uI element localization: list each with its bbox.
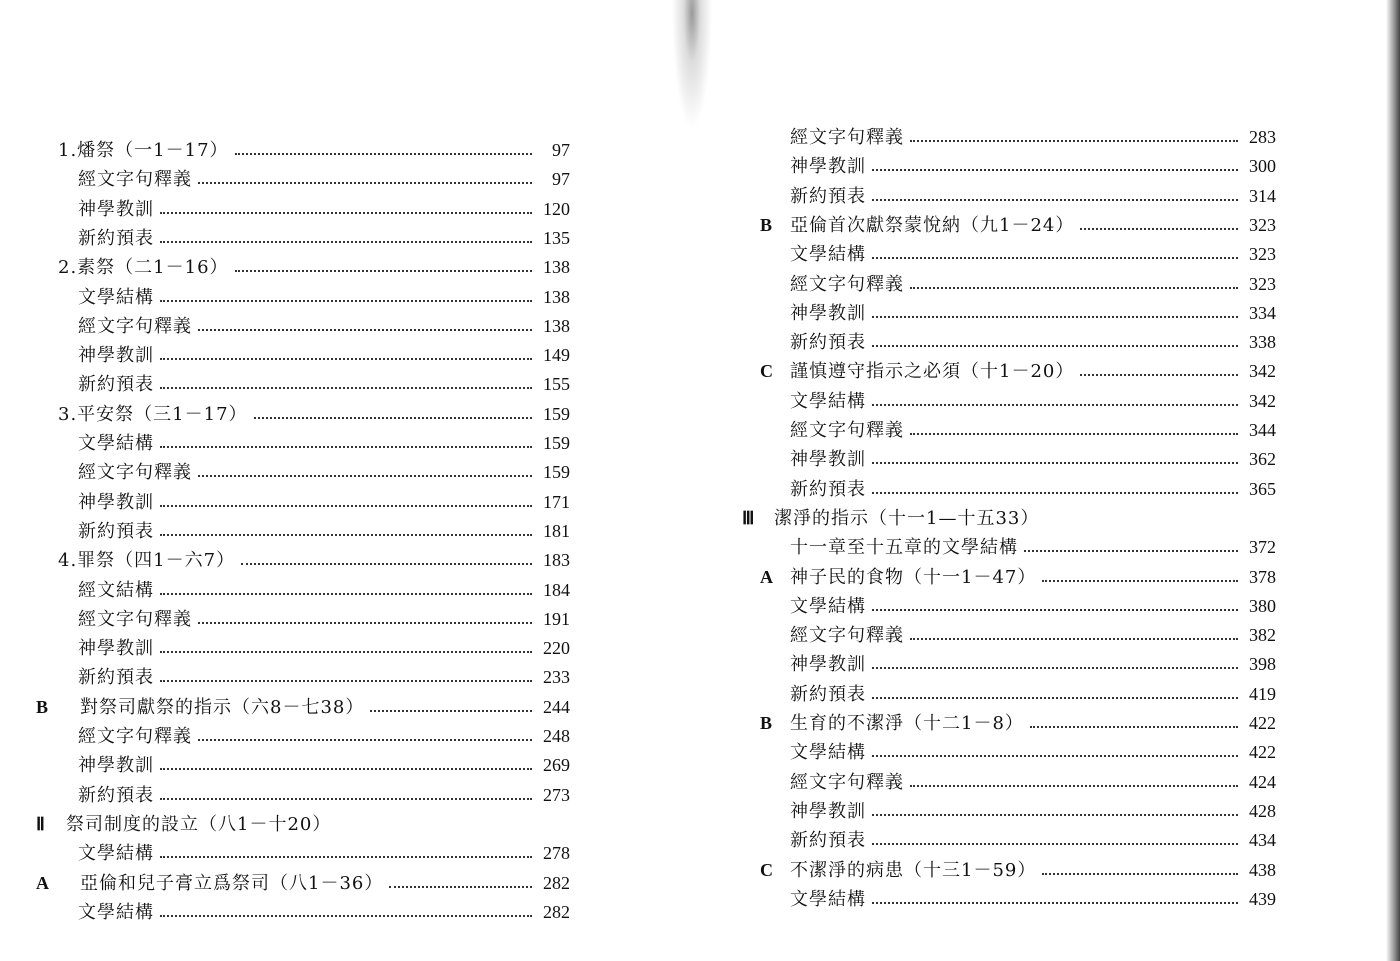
toc-entry[interactable] xyxy=(790,885,1276,914)
page-number: 171 xyxy=(543,492,570,512)
right-page xyxy=(700,0,1400,961)
dot-leader xyxy=(872,667,1238,669)
toc-entry[interactable] xyxy=(790,797,1276,826)
entry-title: 新約預表 xyxy=(78,374,154,395)
dot-leader xyxy=(160,446,532,448)
subsection-letter: B xyxy=(36,697,49,717)
toc-entry[interactable] xyxy=(58,546,570,575)
dot-leader xyxy=(872,404,1238,406)
toc-entry[interactable] xyxy=(80,693,570,722)
page-number: 424 xyxy=(1249,772,1276,792)
page-number: 159 xyxy=(543,404,570,424)
section-numeral: Ⅲ xyxy=(742,508,755,528)
toc-entry[interactable] xyxy=(790,416,1276,445)
dot-leader xyxy=(198,475,532,477)
dot-leader xyxy=(160,505,532,507)
toc-entry[interactable] xyxy=(78,898,570,927)
toc-entry[interactable] xyxy=(78,370,570,399)
page-number: 283 xyxy=(1249,127,1276,147)
entry-title: 亞倫首次獻祭蒙悅納（九1－24） xyxy=(790,215,1075,236)
dot-leader xyxy=(872,169,1238,171)
dot-leader xyxy=(872,316,1238,318)
toc-entry[interactable] xyxy=(790,240,1276,269)
toc-entry[interactable] xyxy=(78,165,570,194)
dot-leader xyxy=(160,680,532,682)
toc-entry[interactable] xyxy=(790,299,1276,328)
entry-title: 新約預表 xyxy=(78,521,154,542)
toc-entry[interactable] xyxy=(78,576,570,605)
page-number: 191 xyxy=(543,609,570,629)
toc-entry[interactable] xyxy=(790,856,1276,885)
section-numeral: Ⅱ xyxy=(36,814,45,834)
page-number: 300 xyxy=(1249,156,1276,176)
page-number: 97 xyxy=(552,140,570,160)
page-number: 282 xyxy=(543,873,570,893)
page-number: 378 xyxy=(1249,567,1276,587)
entry-title: 神學教訓 xyxy=(790,654,866,675)
dot-leader xyxy=(198,182,532,184)
entry-title: 新約預表 xyxy=(78,785,154,806)
toc-entry[interactable] xyxy=(58,400,570,429)
subsection-letter: C xyxy=(760,860,773,880)
toc-entry[interactable] xyxy=(78,312,570,341)
section-heading[interactable] xyxy=(66,810,376,839)
dot-leader xyxy=(198,622,532,624)
page-number: 439 xyxy=(1249,889,1276,909)
page-number: 248 xyxy=(543,726,570,746)
dot-leader xyxy=(910,785,1238,787)
entry-title: 文學結構 xyxy=(790,889,866,910)
toc-entry[interactable] xyxy=(78,488,570,517)
dot-leader xyxy=(1024,550,1238,552)
toc-entry[interactable] xyxy=(790,768,1276,797)
page-number: 138 xyxy=(543,257,570,277)
page-number: 278 xyxy=(543,843,570,863)
entry-title: 經文字句釋義 xyxy=(78,726,192,747)
toc-entry[interactable] xyxy=(78,722,570,751)
page-number: 342 xyxy=(1249,361,1276,381)
page-number: 155 xyxy=(543,374,570,394)
dot-leader xyxy=(872,609,1238,611)
dot-leader xyxy=(160,534,532,536)
toc-entry[interactable] xyxy=(790,445,1276,474)
dot-leader xyxy=(872,199,1238,201)
toc-entry[interactable] xyxy=(78,663,570,692)
entry-title: 新約預表 xyxy=(790,830,866,851)
toc-entry[interactable] xyxy=(790,738,1276,767)
page-number: 382 xyxy=(1249,625,1276,645)
page-number: 269 xyxy=(543,755,570,775)
scan-smudge xyxy=(672,0,712,130)
dot-leader xyxy=(241,563,532,565)
dot-leader xyxy=(872,755,1238,757)
entry-title: 對祭司獻祭的指示（六8－七38） xyxy=(80,697,365,718)
toc-entry[interactable] xyxy=(78,224,570,253)
page-number: 138 xyxy=(543,287,570,307)
page-number: 323 xyxy=(1249,274,1276,294)
page-number: 184 xyxy=(543,580,570,600)
dot-leader xyxy=(910,638,1238,640)
entry-title: 不潔淨的病患（十三1－59） xyxy=(790,860,1037,881)
page-number: 434 xyxy=(1249,830,1276,850)
dot-leader xyxy=(872,257,1238,259)
page-number: 438 xyxy=(1249,860,1276,880)
entry-title: 文學結構 xyxy=(78,433,154,454)
entry-title: 謹慎遵守指示之必須（十1－20） xyxy=(790,361,1075,382)
entry-title: 潔淨的指示（十一1—十五33） xyxy=(774,508,1040,529)
page-number: 220 xyxy=(543,638,570,658)
entry-title: 4.罪祭（四1－六7） xyxy=(58,550,236,571)
dot-leader xyxy=(160,768,532,770)
entry-title: 經文字句釋義 xyxy=(790,274,904,295)
subsection-letter: C xyxy=(760,361,773,381)
entry-title: 文學結構 xyxy=(790,596,866,617)
subsection-letter: A xyxy=(36,873,49,893)
page-number: 422 xyxy=(1249,742,1276,762)
entry-title: 經文結構 xyxy=(78,580,154,601)
dot-leader xyxy=(1030,726,1238,728)
entry-title: 神學教訓 xyxy=(790,303,866,324)
entry-title: 神學教訓 xyxy=(790,449,866,470)
entry-title: 新約預表 xyxy=(78,228,154,249)
dot-leader xyxy=(160,593,532,595)
dot-leader xyxy=(160,300,532,302)
dot-leader xyxy=(910,287,1238,289)
scan-edge-shadow xyxy=(1386,0,1400,961)
page-number: 159 xyxy=(543,433,570,453)
toc-entry[interactable] xyxy=(78,341,570,370)
toc-entry[interactable] xyxy=(78,839,570,868)
entry-title: 新約預表 xyxy=(790,684,866,705)
toc-entry[interactable] xyxy=(790,270,1276,299)
toc-entry[interactable] xyxy=(78,605,570,634)
page-number: 135 xyxy=(543,228,570,248)
dot-leader xyxy=(872,492,1238,494)
entry-title: 祭司制度的設立（八1－十20） xyxy=(66,814,332,835)
dot-leader xyxy=(872,462,1238,464)
page-number: 428 xyxy=(1249,801,1276,821)
entry-title: 經文字句釋義 xyxy=(790,772,904,793)
dot-leader xyxy=(1080,228,1238,230)
toc-entry[interactable] xyxy=(790,680,1276,709)
page-number: 97 xyxy=(552,169,570,189)
page-number: 149 xyxy=(543,345,570,365)
entry-title: 文學結構 xyxy=(78,287,154,308)
entry-title: 經文字句釋義 xyxy=(790,127,904,148)
entry-title: 文學結構 xyxy=(790,244,866,265)
page-number: 323 xyxy=(1249,215,1276,235)
dot-leader xyxy=(910,140,1238,142)
toc-entry[interactable] xyxy=(790,211,1276,240)
subsection-letter: A xyxy=(760,567,773,587)
page-number: 120 xyxy=(543,199,570,219)
page-number: 159 xyxy=(543,462,570,482)
dot-leader xyxy=(872,902,1238,904)
entry-title: 神學教訓 xyxy=(78,345,154,366)
toc-entry[interactable] xyxy=(790,592,1276,621)
toc-entry[interactable] xyxy=(78,634,570,663)
toc-entry[interactable] xyxy=(58,136,570,165)
toc-entry[interactable] xyxy=(790,650,1276,679)
dot-leader xyxy=(198,739,532,741)
entry-title: 神學教訓 xyxy=(78,492,154,513)
page-number: 342 xyxy=(1249,391,1276,411)
entry-title: 經文字句釋義 xyxy=(790,420,904,441)
page-number: 181 xyxy=(543,521,570,541)
page-number: 273 xyxy=(543,785,570,805)
dot-leader xyxy=(160,387,532,389)
dot-leader xyxy=(872,345,1238,347)
toc-entry[interactable] xyxy=(790,152,1276,181)
subsection-letter: B xyxy=(760,713,773,733)
entry-title: 經文字句釋義 xyxy=(78,609,192,630)
entry-title: 新約預表 xyxy=(790,332,866,353)
page-number: 344 xyxy=(1249,420,1276,440)
toc-entry[interactable] xyxy=(790,357,1276,386)
dot-leader xyxy=(235,270,532,272)
dot-leader xyxy=(872,814,1238,816)
page-number: 282 xyxy=(543,902,570,922)
toc-entry[interactable] xyxy=(790,563,1276,592)
entry-title: 新約預表 xyxy=(790,186,866,207)
dot-leader xyxy=(1080,374,1238,376)
entry-title: 新約預表 xyxy=(78,667,154,688)
page-number: 323 xyxy=(1249,244,1276,264)
entry-title: 文學結構 xyxy=(78,902,154,923)
toc-entry[interactable] xyxy=(78,517,570,546)
entry-title: 2.素祭（二1－16） xyxy=(58,257,229,278)
entry-title: 神學教訓 xyxy=(790,156,866,177)
entry-title: 文學結構 xyxy=(790,742,866,763)
page-number: 183 xyxy=(543,550,570,570)
dot-leader xyxy=(370,710,532,712)
entry-title: 新約預表 xyxy=(790,479,866,500)
entry-title: 神學教訓 xyxy=(78,638,154,659)
toc-entry[interactable] xyxy=(78,429,570,458)
dot-leader xyxy=(910,433,1238,435)
entry-title: 經文字句釋義 xyxy=(78,462,192,483)
page-number: 372 xyxy=(1249,537,1276,557)
toc-entry[interactable] xyxy=(78,458,570,487)
toc-entry[interactable] xyxy=(80,869,570,898)
toc-entry[interactable] xyxy=(790,387,1276,416)
dot-leader xyxy=(872,697,1238,699)
toc-entry[interactable] xyxy=(790,826,1276,855)
entry-title: 神子民的食物（十一1－47） xyxy=(790,567,1037,588)
page-number: 419 xyxy=(1249,684,1276,704)
dot-leader xyxy=(160,856,532,858)
page-number: 334 xyxy=(1249,303,1276,323)
toc-entry[interactable] xyxy=(78,195,570,224)
dot-leader xyxy=(160,212,532,214)
dot-leader xyxy=(160,241,532,243)
entry-title: 神學教訓 xyxy=(78,755,154,776)
entry-title: 1.燔祭（一1－17） xyxy=(58,140,229,161)
dot-leader xyxy=(160,798,532,800)
dot-leader xyxy=(160,358,532,360)
dot-leader xyxy=(1042,580,1238,582)
entry-title: 經文字句釋義 xyxy=(78,169,192,190)
dot-leader xyxy=(160,915,532,917)
toc-entry[interactable] xyxy=(790,533,1276,562)
entry-title: 經文字句釋義 xyxy=(78,316,192,337)
dot-leader xyxy=(1042,873,1238,875)
entry-title: 亞倫和兒子膏立爲祭司（八1－36） xyxy=(80,873,384,894)
entry-title: 3.平安祭（三1－17） xyxy=(58,404,248,425)
dot-leader xyxy=(872,843,1238,845)
section-heading[interactable] xyxy=(774,504,1084,533)
dot-leader xyxy=(254,417,532,419)
toc-entry[interactable] xyxy=(790,475,1276,504)
page-number: 398 xyxy=(1249,654,1276,674)
toc-entry[interactable] xyxy=(790,328,1276,357)
entry-title: 生育的不潔淨（十二1－8） xyxy=(790,713,1024,734)
page-number: 380 xyxy=(1249,596,1276,616)
subsection-letter: B xyxy=(760,215,773,235)
entry-title: 十一章至十五章的文學結構 xyxy=(790,537,1018,558)
page-number: 233 xyxy=(543,667,570,687)
toc-entry[interactable] xyxy=(790,621,1276,650)
page-number: 338 xyxy=(1249,332,1276,352)
page-number: 138 xyxy=(543,316,570,336)
dot-leader xyxy=(198,329,532,331)
entry-title: 神學教訓 xyxy=(78,199,154,220)
entry-title: 文學結構 xyxy=(78,843,154,864)
toc-entry[interactable] xyxy=(790,182,1276,211)
dot-leader xyxy=(160,651,532,653)
toc-entry[interactable] xyxy=(78,781,570,810)
page-number: 422 xyxy=(1249,713,1276,733)
toc-entry[interactable] xyxy=(790,123,1276,152)
page-number: 314 xyxy=(1249,186,1276,206)
entry-title: 文學結構 xyxy=(790,391,866,412)
page-number: 244 xyxy=(543,697,570,717)
toc-entry[interactable] xyxy=(790,709,1276,738)
entry-title: 經文字句釋義 xyxy=(790,625,904,646)
toc-entry[interactable] xyxy=(78,751,570,780)
toc-entry[interactable] xyxy=(58,253,570,282)
dot-leader xyxy=(389,886,532,888)
page-number: 362 xyxy=(1249,449,1276,469)
page-number: 365 xyxy=(1249,479,1276,499)
entry-title: 神學教訓 xyxy=(790,801,866,822)
dot-leader xyxy=(235,153,532,155)
toc-entry[interactable] xyxy=(78,283,570,312)
